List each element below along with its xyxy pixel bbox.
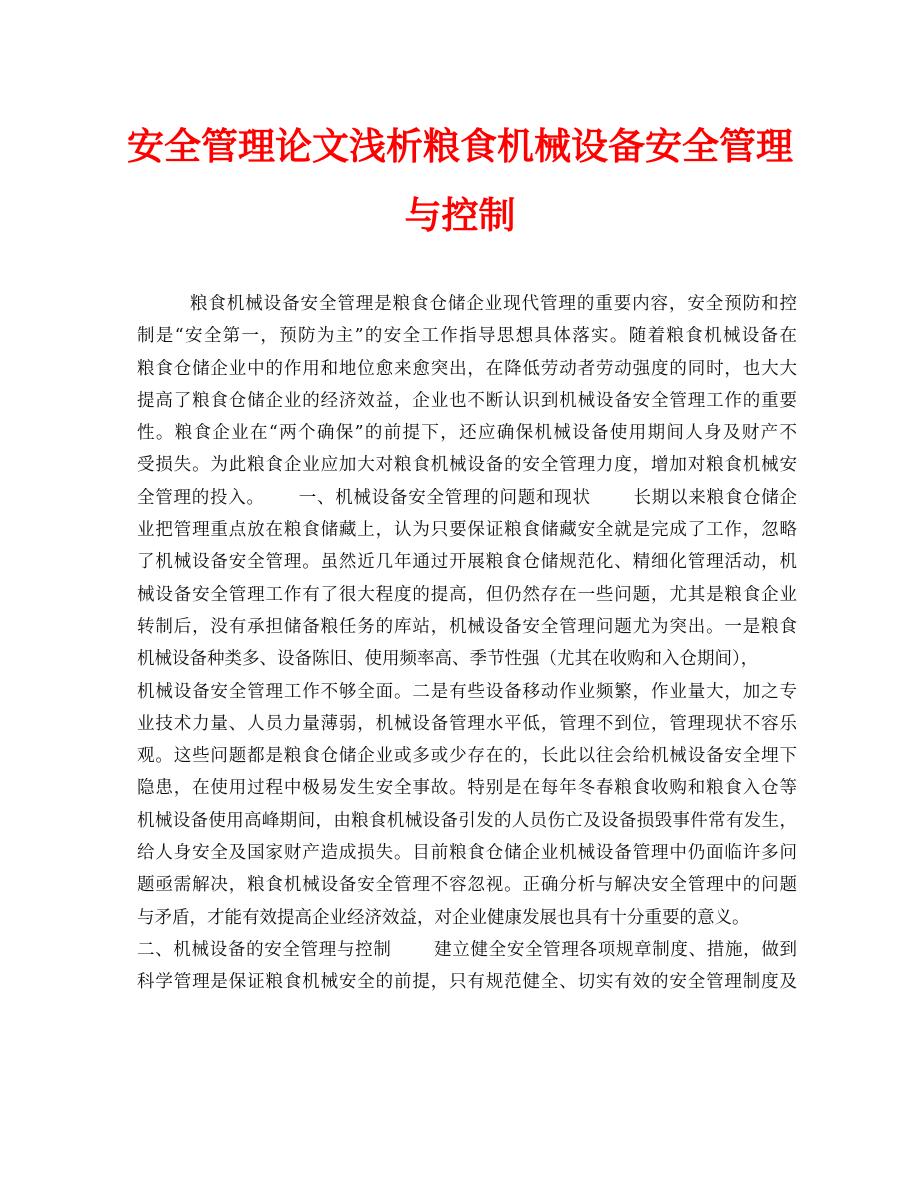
body-line: 制是“安全第一，预防为主”的安全工作指导思想具体落实。随着粮食机械设备在	[137, 326, 797, 347]
body-line: 题亟需解决，粮食机械设备安全管理不容忽视。正确分析与解决安全管理中的问题	[137, 875, 797, 896]
body-line: 给人身安全及国家财产造成损失。目前粮食仓储企业机械设备管理中仍面临许多问	[137, 843, 797, 864]
document-body	[137, 288, 797, 999]
body-line: 与矛盾，才能有效提高企业经济效益，对企业健康发展也具有十分重要的意义。	[137, 907, 750, 928]
body-line: 受损失。为此粮食企业应加大对粮食机械设备的安全管理力度，增加对粮食机械安	[137, 455, 797, 476]
body-line: 隐患，在使用过程中极易发生安全事故。特别是在每年冬春粮食收购和粮食入仓等	[137, 778, 797, 799]
body-line: 科学管理是保证粮食机械安全的前提，只有规范健全、切实有效的安全管理制度及	[137, 972, 797, 993]
body-line: 机械设备安全管理工作不够全面。二是有些设备移动作业频繁，作业量大，加之专	[137, 681, 797, 702]
body-line: 提高了粮食仓储企业的经济效益，企业也不断认识到机械设备安全管理工作的重要	[137, 390, 797, 411]
body-line: 业技术力量、人员力量薄弱，机械设备管理水平低，管理不到位，管理现状不容乐	[137, 713, 797, 734]
body-line: 转制后，没有承担储备粮任务的库站，机械设备安全管理问题尤为突出。一是粮食	[137, 616, 797, 637]
body-line: 粮食仓储企业中的作用和地位愈来愈突出，在降低劳动者劳动强度的同时，也大大	[137, 358, 797, 379]
body-line: 观。这些问题都是粮食仓储企业或多或少存在的，长此以往会给机械设备安全埋下	[137, 746, 797, 767]
body-line: 粮食机械设备安全管理是粮食仓储企业现代管理的重要内容，安全预防和控	[190, 294, 797, 314]
document-title-line-2: 与控制	[404, 194, 516, 237]
body-line: 了机械设备安全管理。虽然近几年通过开展粮食仓储规范化、精细化管理活动，机	[137, 552, 797, 573]
body-line: 机械设备种类多、设备陈旧、使用频率高、季节性强（尤其在收购和入仓期间），	[137, 649, 759, 670]
body-line: 全管理的投入。 一、机械设备安全管理的问题和现状 长期以来粮食仓储企	[137, 487, 797, 508]
body-line: 性。粮食企业在“两个确保”的前提下，还应确保机械设备使用期间人身及财产不	[137, 423, 797, 444]
body-line: 二、机械设备的安全管理与控制 建立健全安全管理各项规章制度、措施，做到	[137, 939, 797, 960]
body-line: 机械设备使用高峰期间，由粮食机械设备引发的人员伤亡及设备损毁事件常有发生，	[137, 810, 797, 831]
document-title-line-1: 安全管理论文浅析粮食机械设备安全管理	[127, 125, 793, 168]
body-line: 械设备安全管理工作有了很大程度的提高，但仍然存在一些问题，尤其是粮食企业	[137, 584, 797, 605]
body-line: 业把管理重点放在粮食储藏上，认为只要保证粮食储藏安全就是完成了工作，忽略	[137, 520, 797, 541]
